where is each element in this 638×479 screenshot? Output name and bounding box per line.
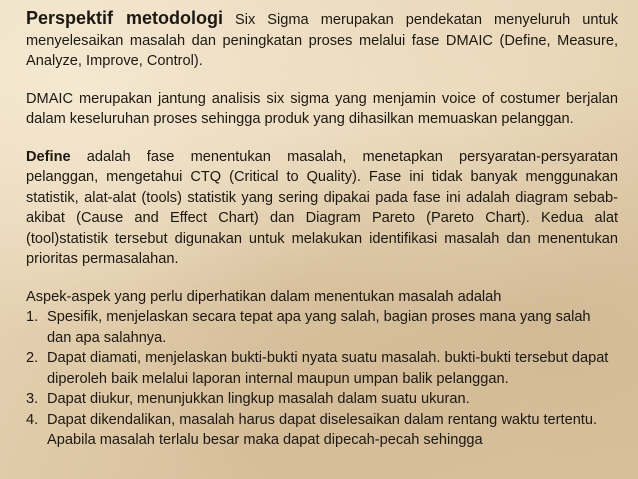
list-item-number: 4. xyxy=(26,411,39,428)
list-item-number: 2. xyxy=(26,350,39,366)
list-item-text: Dapat diukur, menunjukkan lingkup masalah dalam suatu ukuran. xyxy=(47,391,470,407)
slide-content xyxy=(26,8,618,451)
list-item xyxy=(26,389,618,410)
define-text: adalah fase menentukan masalah, menetapkan persyaratan-persyaratan pelanggan, mengetahui CTQ (Critical to Quality). Fase ini tidak banyak menggunakan statistik, alat-alat (tools) statistik yang sering dipakai pada fase ini adalah diagram sebab-akibat (Cause and Effect Chart) dan Diagram Pareto (Pareto Chart). Kedua alat (tool)statistik tersebut digunakan untuk melakukan identifikasi masalah dan menentukan prioritas permasalahan. xyxy=(26,148,618,267)
list-item-text: Dapat diamati, menjelaskan bukti-bukti nyata suatu masalah. bukti-bukti tersebut dapat diperoleh baik melalui laporan internal maupun umpan balik pelanggan. xyxy=(47,350,609,387)
aspects-list xyxy=(26,307,618,451)
list-item xyxy=(26,307,618,348)
list-item xyxy=(26,348,618,389)
list-item-number: 1. xyxy=(26,309,39,325)
define-term: Define xyxy=(26,148,71,165)
list-item xyxy=(26,410,618,451)
intro-text: Six Sigma merupakan pendekatan menyeluruh untuk menyelesaikan masalah dan peningkatan proses melalui fase DMAIC (Define, Measure, Analyze, Improve, Control). xyxy=(26,12,619,69)
aspects-intro: Aspek-aspek yang perlu diperhatikan dalam menentukan masalah adalah xyxy=(26,288,502,305)
intro-title: Perspektif metodologi xyxy=(26,8,223,28)
list-item-text: Spesifik, menjelaskan secara tepat apa yang salah, bagian proses mana yang salah dan apa salahnya. xyxy=(47,309,591,346)
define-paragraph xyxy=(26,147,618,270)
list-item-text: Dapat dikendalikan, masalah harus dapat diselesaikan dalam rentang waktu tertentu. Apabila masalah terlalu besar maka dapat dipecah-pecah sehingga xyxy=(47,411,598,448)
dmaic-paragraph: DMAIC merupakan jantung analisis six sigma yang menjamin voice of costumer berjalan dalam keseluruhan proses sehingga produk yang dihasilkan memuaskan pelanggan. xyxy=(26,90,618,127)
list-item-number: 3. xyxy=(26,391,39,407)
intro-paragraph xyxy=(26,8,618,72)
